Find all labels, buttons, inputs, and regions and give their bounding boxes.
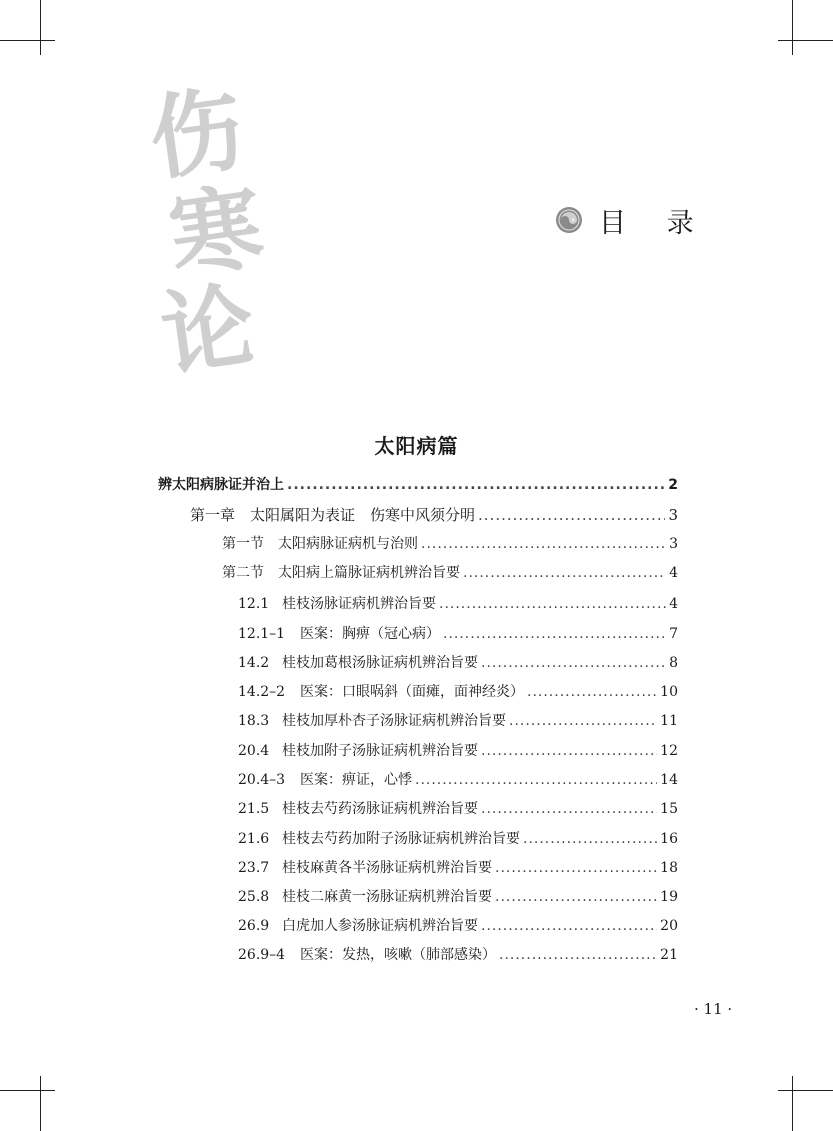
toc-item-number: 23.7 [238, 860, 270, 876]
toc-entry-label: 辨太阳病脉证并治上 [158, 477, 284, 493]
page-title: 目 录 [599, 207, 710, 239]
leader-dots [421, 530, 666, 558]
toc-page-number: 3 [669, 536, 678, 552]
toc-item-number: 20.4 [238, 743, 270, 759]
toc-item-number: 25.8 [238, 889, 270, 905]
leader-dots [527, 678, 657, 706]
toc-item-number: 21.5 [238, 801, 270, 817]
toc-item-entry[interactable] [238, 854, 678, 882]
leader-dots [481, 912, 657, 940]
toc-page-number: 21 [660, 947, 678, 963]
toc-section-entry[interactable] [222, 559, 678, 587]
watermark-calligraphy [140, 74, 270, 390]
leader-dots [443, 620, 666, 648]
toc-entry-label: 桂枝加厚朴杏子汤脉证病机辨治旨要 [282, 713, 506, 729]
watermark-char: 论 [154, 270, 262, 390]
toc-page-number: 16 [660, 831, 678, 847]
toc-page-number: 12 [660, 743, 678, 759]
leader-dots [523, 825, 657, 853]
toc-page-number: 2 [668, 477, 678, 493]
leader-dots [509, 707, 657, 735]
toc-item-entry[interactable] [238, 649, 678, 677]
leader-dots [439, 590, 666, 618]
toc-entry-label: 第一节 太阳病脉证病机与治则 [222, 536, 418, 552]
toc-page-number: 3 [668, 506, 678, 524]
crop-mark [792, 1076, 793, 1131]
leader-dots [415, 766, 657, 794]
toc-item-entry[interactable] [238, 590, 678, 618]
toc-entry-label: 第一章 太阳属阳为表证 伤寒中风须分明 [190, 506, 476, 524]
watermark-char: 寒 [162, 172, 270, 292]
leader-dots [287, 471, 665, 499]
toc-item-entry[interactable] [238, 825, 678, 853]
leader-dots [481, 649, 666, 677]
toc-item-entry[interactable] [238, 795, 678, 823]
toc-item-entry[interactable] [238, 941, 678, 969]
leader-dots [463, 559, 666, 587]
toc-entry-label: 第二节 太阳病上篇脉证病机辨治旨要 [222, 565, 460, 581]
toc-entry-label: 医案：口眼㖞斜（面瘫，面神经炎） [300, 684, 524, 700]
page-number: · 11 · [694, 1000, 733, 1018]
toc-item-entry[interactable] [238, 620, 678, 648]
toc-section-entry[interactable] [222, 530, 678, 558]
toc-item-number: 12.1–1 [238, 626, 286, 642]
toc-entry-label: 白虎加人参汤脉证病机辨治旨要 [282, 918, 478, 934]
part-title: 太阳病篇 [374, 434, 459, 458]
toc-item-number: 14.2–2 [238, 684, 286, 700]
toc-page-number: 11 [660, 713, 678, 729]
toc-entry-label: 桂枝去芍药汤脉证病机辨治旨要 [282, 801, 478, 817]
crop-mark [778, 40, 833, 41]
toc-page-number: 15 [660, 801, 678, 817]
toc-entry-label: 医案：胸痹（冠心病） [300, 626, 440, 642]
toc-page-number: 14 [660, 772, 678, 788]
toc-item-entry[interactable] [238, 766, 678, 794]
leader-dots [478, 501, 665, 529]
toc-page-number: 20 [660, 918, 678, 934]
crop-mark [778, 1090, 833, 1091]
toc-entry-label: 医案：发热，咳嗽（肺部感染） [300, 947, 496, 963]
toc-part-entry[interactable] [158, 471, 678, 499]
crop-mark [0, 40, 55, 41]
toc-entry-label: 桂枝汤脉证病机辨治旨要 [282, 596, 436, 612]
toc-item-number: 20.4–3 [238, 772, 286, 788]
leader-dots [495, 883, 657, 911]
leader-dots [481, 737, 657, 765]
contents-heading [555, 196, 710, 244]
toc-item-number: 12.1 [238, 596, 270, 612]
toc-entry-label: 桂枝麻黄各半汤脉证病机辨治旨要 [282, 860, 492, 876]
toc-page-number: 10 [660, 684, 678, 700]
toc-item-entry[interactable] [238, 883, 678, 911]
toc-item-entry[interactable] [238, 678, 678, 706]
toc-page-number: 19 [660, 889, 678, 905]
toc-entry-label: 医案：痹证，心悸 [300, 772, 412, 788]
toc-entry-label: 桂枝去芍药加附子汤脉证病机辨治旨要 [282, 831, 520, 847]
toc-item-entry[interactable] [238, 737, 678, 765]
toc-entry-label: 桂枝加附子汤脉证病机辨治旨要 [282, 743, 478, 759]
leader-dots [481, 795, 657, 823]
toc-page-number: 7 [669, 626, 678, 642]
crop-mark [40, 1076, 41, 1131]
toc-item-number: 18.3 [238, 713, 270, 729]
watermark-char: 伤 [142, 74, 250, 194]
crop-mark [0, 1090, 55, 1091]
toc-page-number: 8 [669, 655, 678, 671]
crop-mark [40, 0, 41, 55]
leader-dots [495, 854, 657, 882]
toc-item-entry[interactable] [238, 707, 678, 735]
toc-page-number: 18 [660, 860, 678, 876]
swirl-emblem-icon [555, 206, 583, 234]
toc-item-entry[interactable] [238, 912, 678, 940]
toc-page-number: 4 [669, 596, 678, 612]
toc-page-number: 4 [669, 565, 678, 581]
toc-item-number: 26.9 [238, 918, 270, 934]
toc-item-number: 14.2 [238, 655, 270, 671]
toc-chapter-entry[interactable] [190, 501, 678, 529]
toc-entry-label: 桂枝二麻黄一汤脉证病机辨治旨要 [282, 889, 492, 905]
toc-item-number: 21.6 [238, 831, 270, 847]
toc-entry-label: 桂枝加葛根汤脉证病机辨治旨要 [282, 655, 478, 671]
toc-item-number: 26.9–4 [238, 947, 286, 963]
leader-dots [499, 941, 657, 969]
crop-mark [792, 0, 793, 55]
